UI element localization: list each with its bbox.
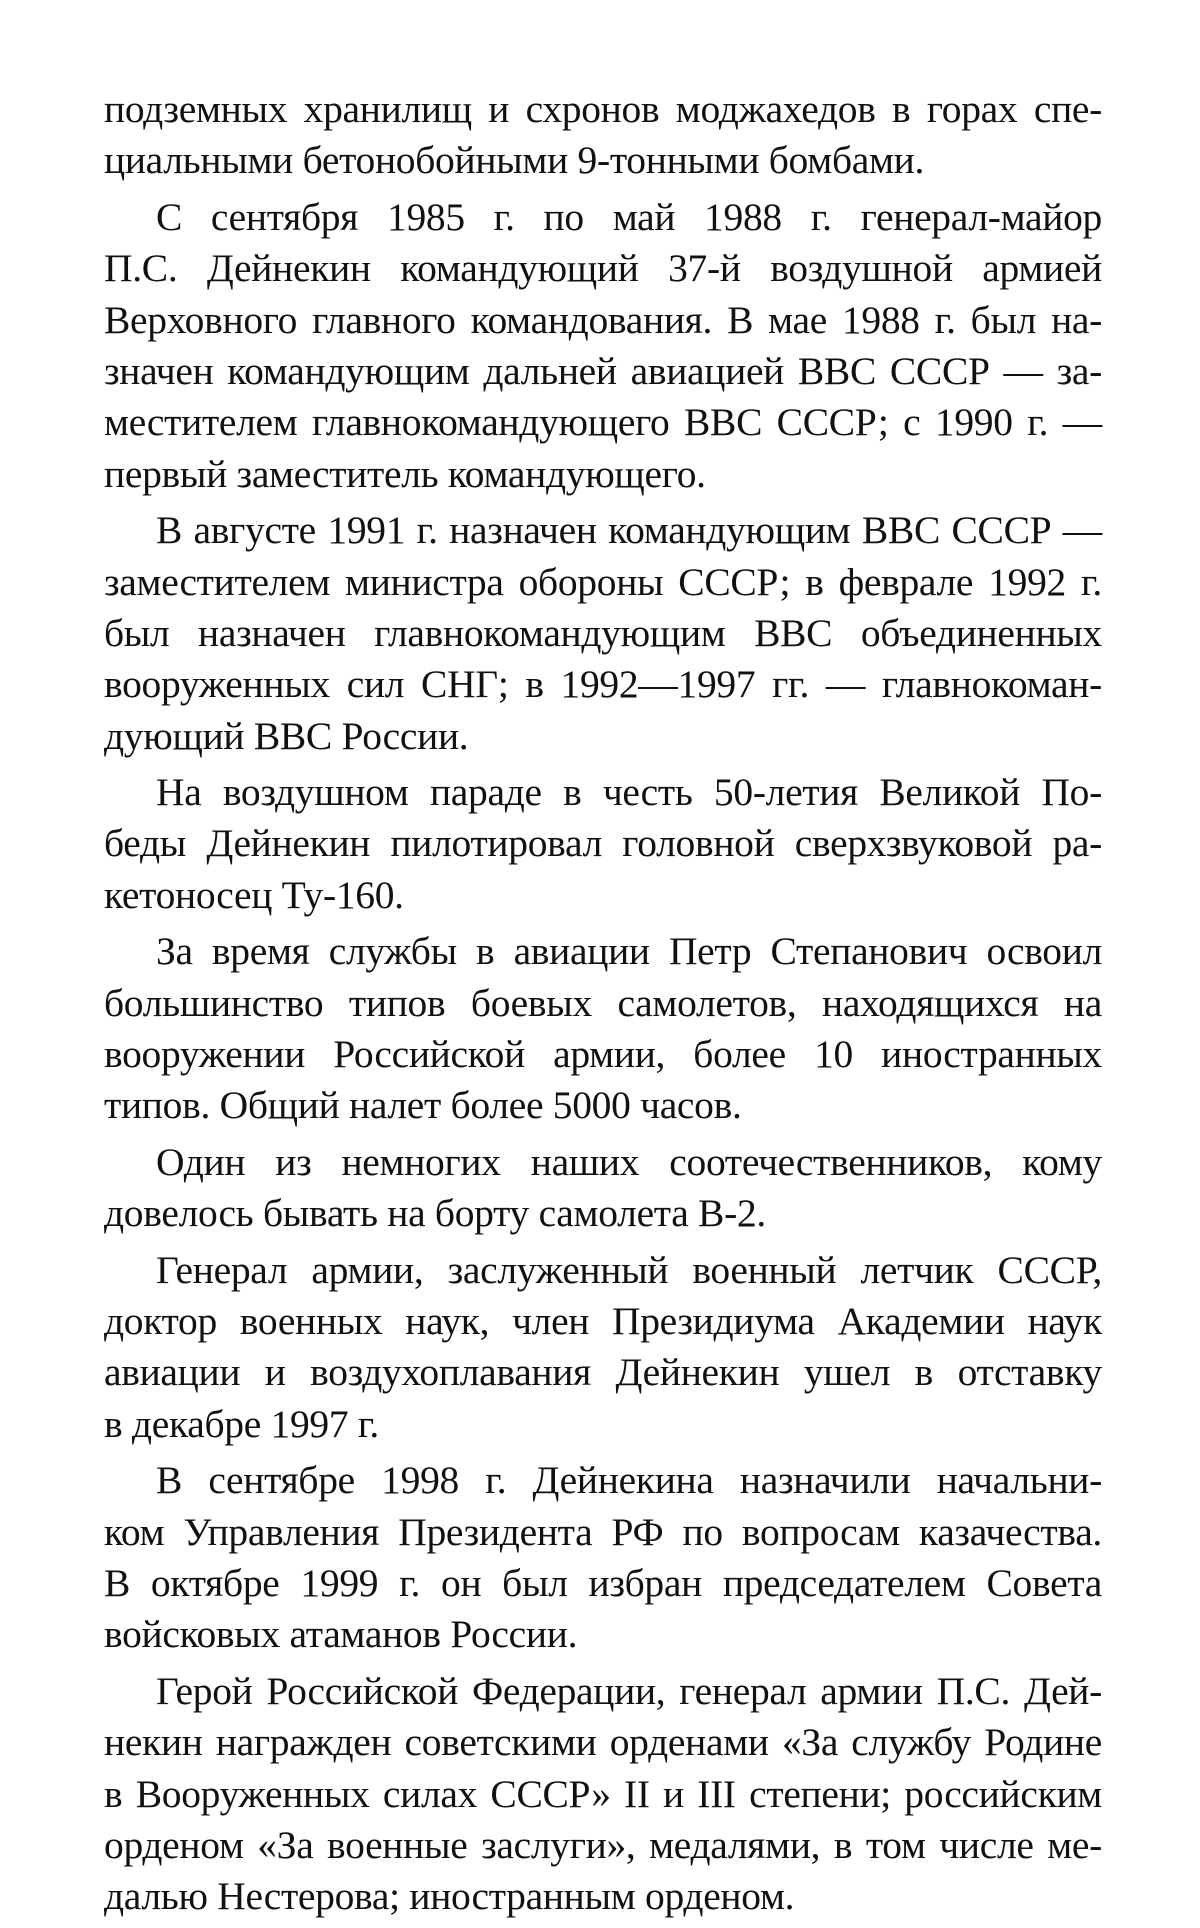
text-line: заместителем министра обороны СССР; в феврале 1992 г. xyxy=(104,559,1102,604)
text-line: подземных хранилищ и схронов моджахедов в горах спе- xyxy=(104,87,1102,131)
text-line: войсковых атаманов России. xyxy=(104,1612,578,1657)
text-line: доктор военных наук, член Президиума Академии наук xyxy=(104,1298,1102,1343)
paragraph xyxy=(104,84,1102,187)
paragraph xyxy=(104,192,1102,500)
text-line: в декабре 1997 г. xyxy=(104,1401,379,1446)
text-line: С сентября 1985 г. по май 1988 г. генерал-майор xyxy=(156,194,1102,239)
text-line: В августе 1991 г. назначен командующим ВВС СССР — xyxy=(156,508,1102,553)
paragraph xyxy=(104,1666,1102,1923)
text-line: орденом «За военные заслуги», медалями, в том числе ме- xyxy=(104,1822,1102,1867)
text-line: типов. Общий налет более 5000 часов. xyxy=(104,1083,742,1128)
text-line: довелось бывать на борту самолета В-2. xyxy=(104,1191,766,1236)
text-line: беды Дейнекин пилотировал головной сверхзвуковой ра- xyxy=(104,821,1102,866)
text-line: Герой Российской Федерации, генерал армии П.С. Дей- xyxy=(156,1668,1102,1713)
text-line: в Вооруженных силах СССР» II и III степени; российским xyxy=(104,1771,1102,1816)
text-line: Верховного главного командования. В мае 1988 г. был на- xyxy=(104,297,1102,342)
text-line: значен командующим дальней авиацией ВВС СССР — за- xyxy=(104,348,1102,393)
text-line: П.С. Дейнекин командующий 37-й воздушной армией xyxy=(104,246,1102,291)
paragraph xyxy=(104,1245,1102,1451)
text-line: первый заместитель командующего. xyxy=(104,451,706,496)
text-line: местителем главнокомандующего ВВС СССР; с 1990 г. — xyxy=(104,400,1102,445)
text-line: авиации и воздухоплавания Дейнекин ушел в отставку xyxy=(104,1350,1102,1395)
text-line: далью Нестерова; иностранным орденом. xyxy=(104,1874,795,1919)
paragraph xyxy=(104,926,1102,1132)
text-line: вооружении Российской армии, более 10 иностранных xyxy=(104,1032,1102,1077)
text-line: большинство типов боевых самолетов, находящихся на xyxy=(104,980,1102,1025)
text-line: На воздушном параде в честь 50-летия Великой По- xyxy=(156,770,1102,815)
text-line: был назначен главнокомандующим ВВС объединенных xyxy=(104,610,1102,655)
text-line: В сентябре 1998 г. Дейнекина назначили начальни- xyxy=(156,1458,1102,1503)
text-line: Генерал армии, заслуженный военный летчик СССР, xyxy=(156,1247,1102,1292)
text-line: кетоносец Ту-160. xyxy=(104,872,404,917)
paragraph xyxy=(104,767,1102,921)
text-line: Один из немногих наших соотечественников, кому xyxy=(156,1139,1102,1184)
text-line: В октябре 1999 г. он был избран председателем Совета xyxy=(104,1560,1102,1605)
text-line: некин награжден советскими орденами «За службу Родине xyxy=(104,1720,1102,1765)
text-line: ком Управления Президента РФ по вопросам казачества. xyxy=(104,1509,1102,1554)
text-line: За время службы в авиации Петр Степанович освоил xyxy=(156,929,1102,974)
text-line: вооруженных сил СНГ; в 1992—1997 гг. — главнокоман- xyxy=(104,662,1102,707)
paragraph xyxy=(104,505,1102,762)
text-line: дующий ВВС России. xyxy=(104,713,469,758)
document-page xyxy=(104,84,1102,1928)
paragraph xyxy=(104,1137,1102,1240)
paragraph xyxy=(104,1455,1102,1661)
text-line: циальными бетонобойными 9-тонными бомбами. xyxy=(104,138,925,183)
